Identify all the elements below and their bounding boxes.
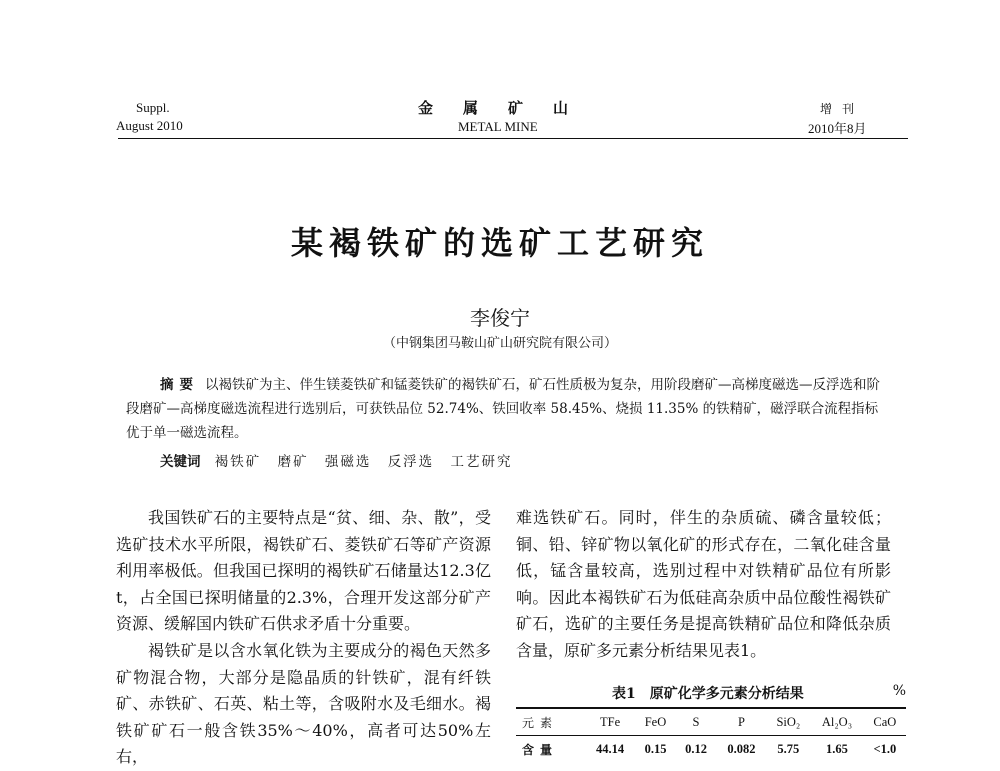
table-row-label: 含量 [522,742,559,757]
table-cell: 44.14 [596,741,625,756]
chem-analysis-table [516,707,906,762]
table-col-header: TFe [585,708,635,736]
article-title: 某褐铁矿的选矿工艺研究 [290,224,709,262]
abstract-label: 摘要 [160,377,199,393]
abstract [126,373,886,445]
table-col-header: SiO₂ [767,708,811,736]
keyword-item: 强磁选 [324,454,372,470]
table-col-header: P [716,708,766,736]
keyword-item: 褐铁矿 [214,454,262,470]
body-paragraph: 难选铁矿石。同时，伴生的杂质硫、磷含量较低；铜、铅、锌矿物以氧化矿的形式存在，二氧化硅含量低，锰含量较高，选别过程中对铁精矿品位有所影响。因此本褐铁矿石为低硅高杂质中品位酸性褐铁矿矿石，选矿的主要任务是提高铁精矿品位和降低杂质含量，原矿多元素分析结果见表1。 [516,508,891,660]
table-col-header: S [676,708,717,736]
keyword-item: 工艺研究 [450,454,513,470]
table-unit: % [892,683,906,699]
author-affiliation: （中钢集团马鞍山矿山研究院有限公司） [382,336,617,351]
journal-name-en: METAL MINE [458,119,538,134]
journal-name-cn: 金属矿山 [418,99,599,117]
table-cell: 1.65 [826,741,848,756]
abstract-text: 以褐铁矿为主、伴生镁菱铁矿和锰菱铁矿的褐铁矿石，矿石性质极为复杂，用阶段磨矿—高梯度磁选—反浮选和阶段磨矿—高梯度磁选流程进行选别后，可获铁品位 52.74%、铁回收率 58.45%、烧损 11.35% 的铁精矿，磁浮联合流程指标优于单一磁选流程。 [126,377,880,441]
table-row [516,736,906,763]
table-cell: 0.12 [685,741,707,756]
table-cell: 0.082 [727,741,756,756]
journal-supplement-cn: 增刊 [820,102,865,116]
body-left-column [116,505,491,771]
table-cell: 5.75 [777,741,800,756]
journal-issue-date-cn: 2010年8月 [808,121,867,136]
journal-suppl: Suppl. [136,100,170,115]
table-cell: <1.0 [873,741,897,756]
keyword-item: 反浮选 [387,454,435,470]
keyword-item: 磨矿 [277,454,309,470]
body-paragraph: 褐铁矿是以含水氧化铁为主要成分的褐色天然多矿物混合物，大部分是隐晶质的针铁矿，混有纤铁矿、赤铁矿、石英、粘土等，含吸附水及毛细水。褐铁矿矿石一般含铁35%～40%，高者可达50%左右， [116,640,491,767]
keywords [160,450,524,470]
body-right-column [516,505,891,665]
body-paragraph: 我国铁矿石的主要特点是“贫、细、杂、散”，受选矿技术水平所限，褐铁矿石、菱铁矿石等矿产资源利用率极低。但我国已探明的褐铁矿石储量达12.3亿t，占全国已探明储量的2.3%，合理开发这部分矿产资源、缓解国内铁矿石供求矛盾十分重要。 [116,508,491,634]
header-rule [118,138,908,139]
table-col-header: CaO [864,708,906,736]
journal-issue-date-en: August 2010 [116,118,183,133]
table-header-label: 元素 [516,708,585,736]
table-title: 表1 原矿化学多元素分析结果 [612,686,804,702]
table-header-row [516,708,906,736]
table-col-header: Al₂O₃ [810,708,864,736]
table-cell: 0.15 [644,741,667,756]
keywords-label: 关键词 [160,454,201,470]
author-name: 李俊宁 [470,306,530,330]
table-col-header: FeO [635,708,676,736]
